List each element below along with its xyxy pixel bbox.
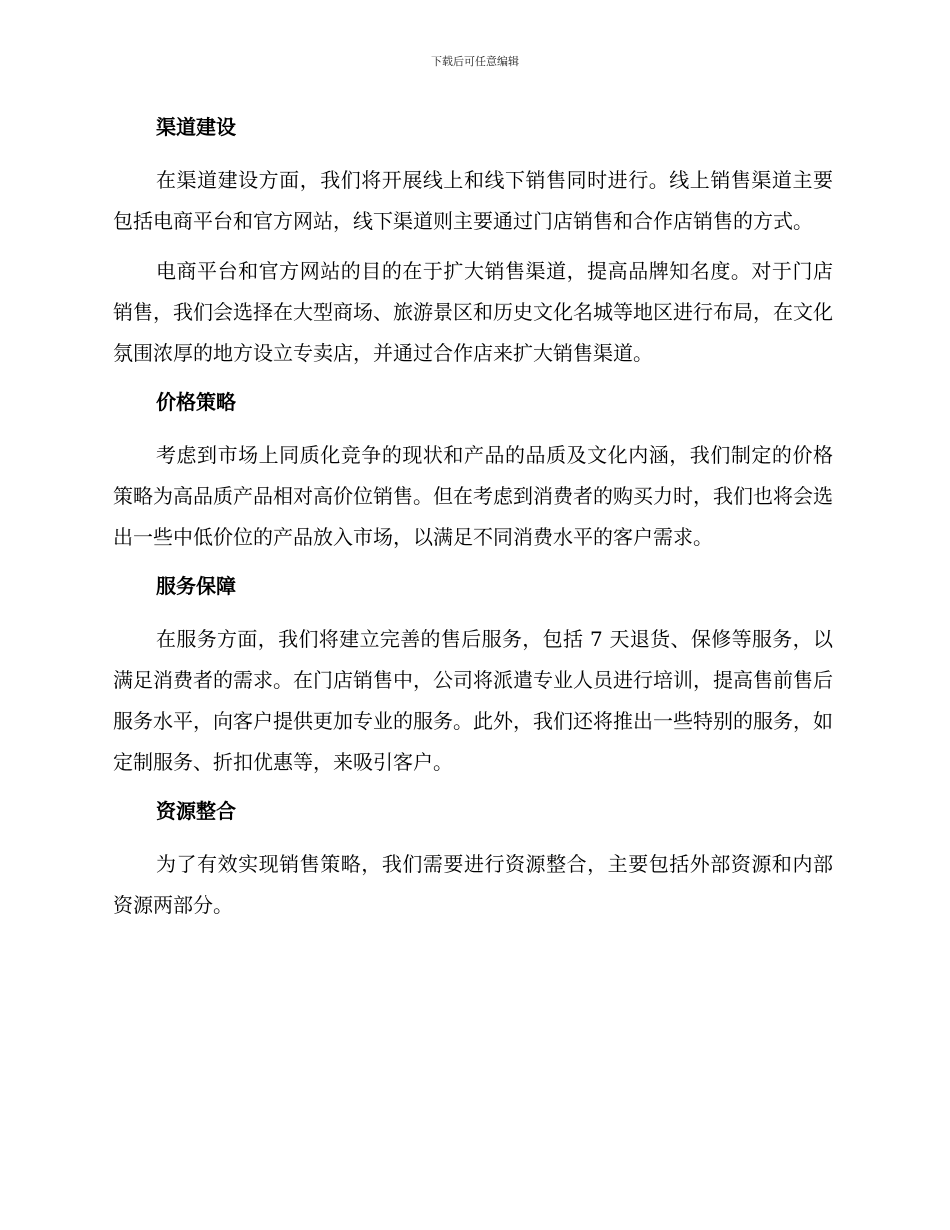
paragraph: 为了有效实现销售策略，我们需要进行资源整合，主要包括外部资源和内部资源两部分。	[113, 852, 833, 917]
section-heading-resources: 资源整合	[156, 799, 236, 823]
header-note: 下载后可任意编辑	[431, 55, 519, 68]
section-heading-pricing: 价格策略	[156, 390, 236, 414]
section-heading-channel: 渠道建设	[156, 115, 236, 139]
paragraph: 在渠道建设方面，我们将开展线上和线下销售同时进行。线上销售渠道主要包括电商平台和官方网站，线下渠道则主要通过门店销售和合作店销售的方式。	[113, 168, 833, 233]
paragraph: 在服务方面，我们将建立完善的售后服务，包括 7 天退货、保修等服务，以满足消费者的需求。在门店销售中，公司将派遣专业人员进行培训，提高售前售后服务水平，向客户提供更加专业的服务。此外，我们还将推出一些特别的服务，如定制服务、折扣优惠等，来吸引客户。	[113, 627, 833, 774]
document-body	[113, 108, 833, 935]
paragraph: 电商平台和官方网站的目的在于扩大销售渠道，提高品牌知名度。对于门店销售，我们会选择在大型商场、旅游景区和历史文化名城等地区进行布局，在文化氛围浓厚的地方设立专卖店，并通过合作店来扩大销售渠道。	[113, 259, 833, 365]
section-heading-service: 服务保障	[156, 574, 236, 598]
paragraph: 考虑到市场上同质化竞争的现状和产品的品质及文化内涵，我们制定的价格策略为高品质产品相对高价位销售。但在考虑到消费者的购买力时，我们也将会选出一些中低价位的产品放入市场，以满足不同消费水平的客户需求。	[113, 443, 833, 549]
